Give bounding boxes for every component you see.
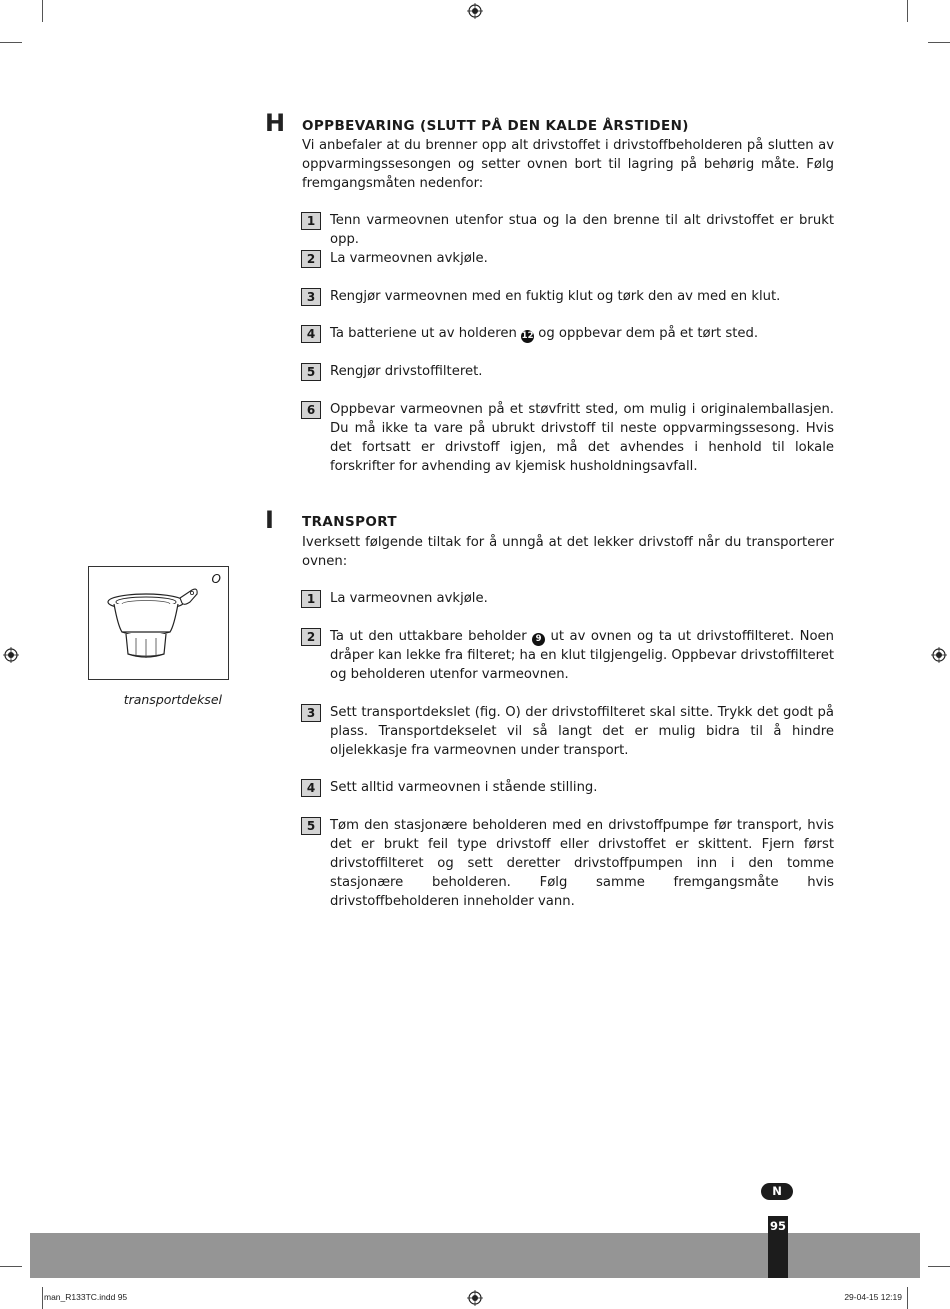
registration-mark-icon bbox=[3, 647, 19, 663]
section-letter: I bbox=[265, 506, 274, 534]
step-number: 6 bbox=[301, 401, 321, 419]
step-text-part: Ta batteriene ut av holderen bbox=[330, 326, 517, 341]
step-text: Rengjør varmeovnen med en fuktig klut og tørk den av med en klut. bbox=[330, 289, 781, 304]
figure-box bbox=[88, 566, 229, 680]
section-letter: H bbox=[265, 109, 286, 137]
step-number: 4 bbox=[301, 325, 321, 343]
registration-mark-icon bbox=[467, 1290, 483, 1306]
step-text-part: ut av ovnen og ta ut drivstoffilteret. Noen dråper kan lekke fra filteret; ha en klut tilgjengelig. Oppbevar drivstoffilteret og beholderen utenfor varmeovnen. bbox=[330, 629, 835, 682]
step-text: Sett alltid varmeovnen i stående stilling. bbox=[330, 780, 598, 795]
figure-caption: transportdeksel bbox=[123, 692, 222, 707]
step-number: 5 bbox=[301, 363, 321, 381]
section-heading: OPPBEVARING (SLUTT PÅ DEN KALDE ÅRSTIDEN) bbox=[302, 118, 689, 134]
step-number: 5 bbox=[301, 817, 321, 835]
figure-letter: O bbox=[211, 572, 221, 586]
step-text: Tøm den stasjonære beholderen med en drivstoffpumpe før transport, hvis det er brukt feil type drivstoff eller drivstoffet er skittent. Fjern først drivstoffilteret og sett deretter drivstoffpumpen inn i den tomme stasjonære beholderen. Følg samme fremgangsmåte hvis drivstoffbeholderen inneholder vann. bbox=[330, 818, 834, 909]
step-item bbox=[301, 816, 834, 911]
section-intro: Iverksett følgende tiltak for å unngå at det lekker drivstoff når du transporterer ovnen: bbox=[302, 535, 834, 569]
step-item bbox=[301, 589, 834, 608]
transport-cover-icon bbox=[104, 582, 204, 662]
crop-mark bbox=[907, 0, 908, 22]
registration-mark-icon bbox=[467, 3, 483, 19]
step-text: Tenn varmeovnen utenfor stua og la den brenne til alt drivstoffet er brukt opp. bbox=[330, 213, 834, 247]
step-item bbox=[301, 362, 834, 381]
step-item bbox=[301, 287, 834, 306]
page-number: 95 bbox=[769, 1219, 786, 1233]
step-number: 3 bbox=[301, 704, 321, 722]
crop-mark bbox=[928, 42, 950, 43]
step-item bbox=[301, 400, 834, 476]
step-number: 1 bbox=[301, 590, 321, 608]
step-text-part: Ta ut den uttakbare beholder bbox=[330, 629, 527, 644]
crop-mark bbox=[907, 1287, 908, 1309]
file-slug: man_R133TC.indd 95 bbox=[44, 1292, 128, 1302]
step-text: Rengjør drivstoffilteret. bbox=[330, 364, 483, 379]
language-badge: N bbox=[761, 1183, 793, 1200]
step-text bbox=[330, 324, 834, 343]
crop-mark bbox=[0, 42, 22, 43]
section-heading: TRANSPORT bbox=[302, 514, 398, 530]
step-item bbox=[301, 627, 834, 684]
crop-mark bbox=[0, 1266, 22, 1267]
step-number: 2 bbox=[301, 628, 321, 646]
registration-mark-icon bbox=[931, 647, 947, 663]
step-number: 1 bbox=[301, 212, 321, 230]
step-item bbox=[301, 703, 834, 760]
step-item bbox=[301, 324, 834, 343]
step-text-part: og oppbevar dem på et tørt sted. bbox=[538, 326, 759, 341]
step-number: 2 bbox=[301, 250, 321, 268]
part-reference-icon: 12 bbox=[521, 331, 534, 341]
step-number: 3 bbox=[301, 288, 321, 306]
step-number: 4 bbox=[301, 779, 321, 797]
step-text: La varmeovnen avkjøle. bbox=[330, 591, 488, 606]
step-text bbox=[330, 627, 834, 684]
step-item bbox=[301, 211, 834, 249]
crop-mark bbox=[928, 1266, 950, 1267]
crop-mark bbox=[42, 0, 43, 22]
step-item bbox=[301, 778, 834, 797]
date-slug: 29-04-15 12:19 bbox=[844, 1292, 902, 1302]
crop-mark bbox=[42, 1287, 43, 1309]
step-text: Oppbevar varmeovnen på et støvfritt sted, om mulig i originalemballasjen. Du må ikke ta vare på ubrukt drivstoff til neste oppvarmingssesong. Hvis det fortsatt er drivstoff igjen, må det avhendes i henhold til lokale forskrifter for avhending av kjemisk husholdningsavfall. bbox=[330, 402, 834, 474]
step-text: Sett transportdekslet (fig. O) der drivstoffilteret skal sitte. Trykk det godt på plass. Transportdekselet vil så langt det er mulig bidra til å hindre oljelekkasje fra varmeovnen under transport. bbox=[330, 705, 834, 758]
step-text: La varmeovnen avkjøle. bbox=[330, 251, 488, 266]
part-reference-icon: 9 bbox=[532, 633, 545, 646]
step-item bbox=[301, 249, 834, 268]
section-intro: Vi anbefaler at du brenner opp alt drivstoffet i drivstoffbeholderen på slutten av oppvarmingssesongen og setter ovnen bort til lagring på behørig måte. Følg fremgangsmåten nedenfor: bbox=[302, 138, 834, 191]
